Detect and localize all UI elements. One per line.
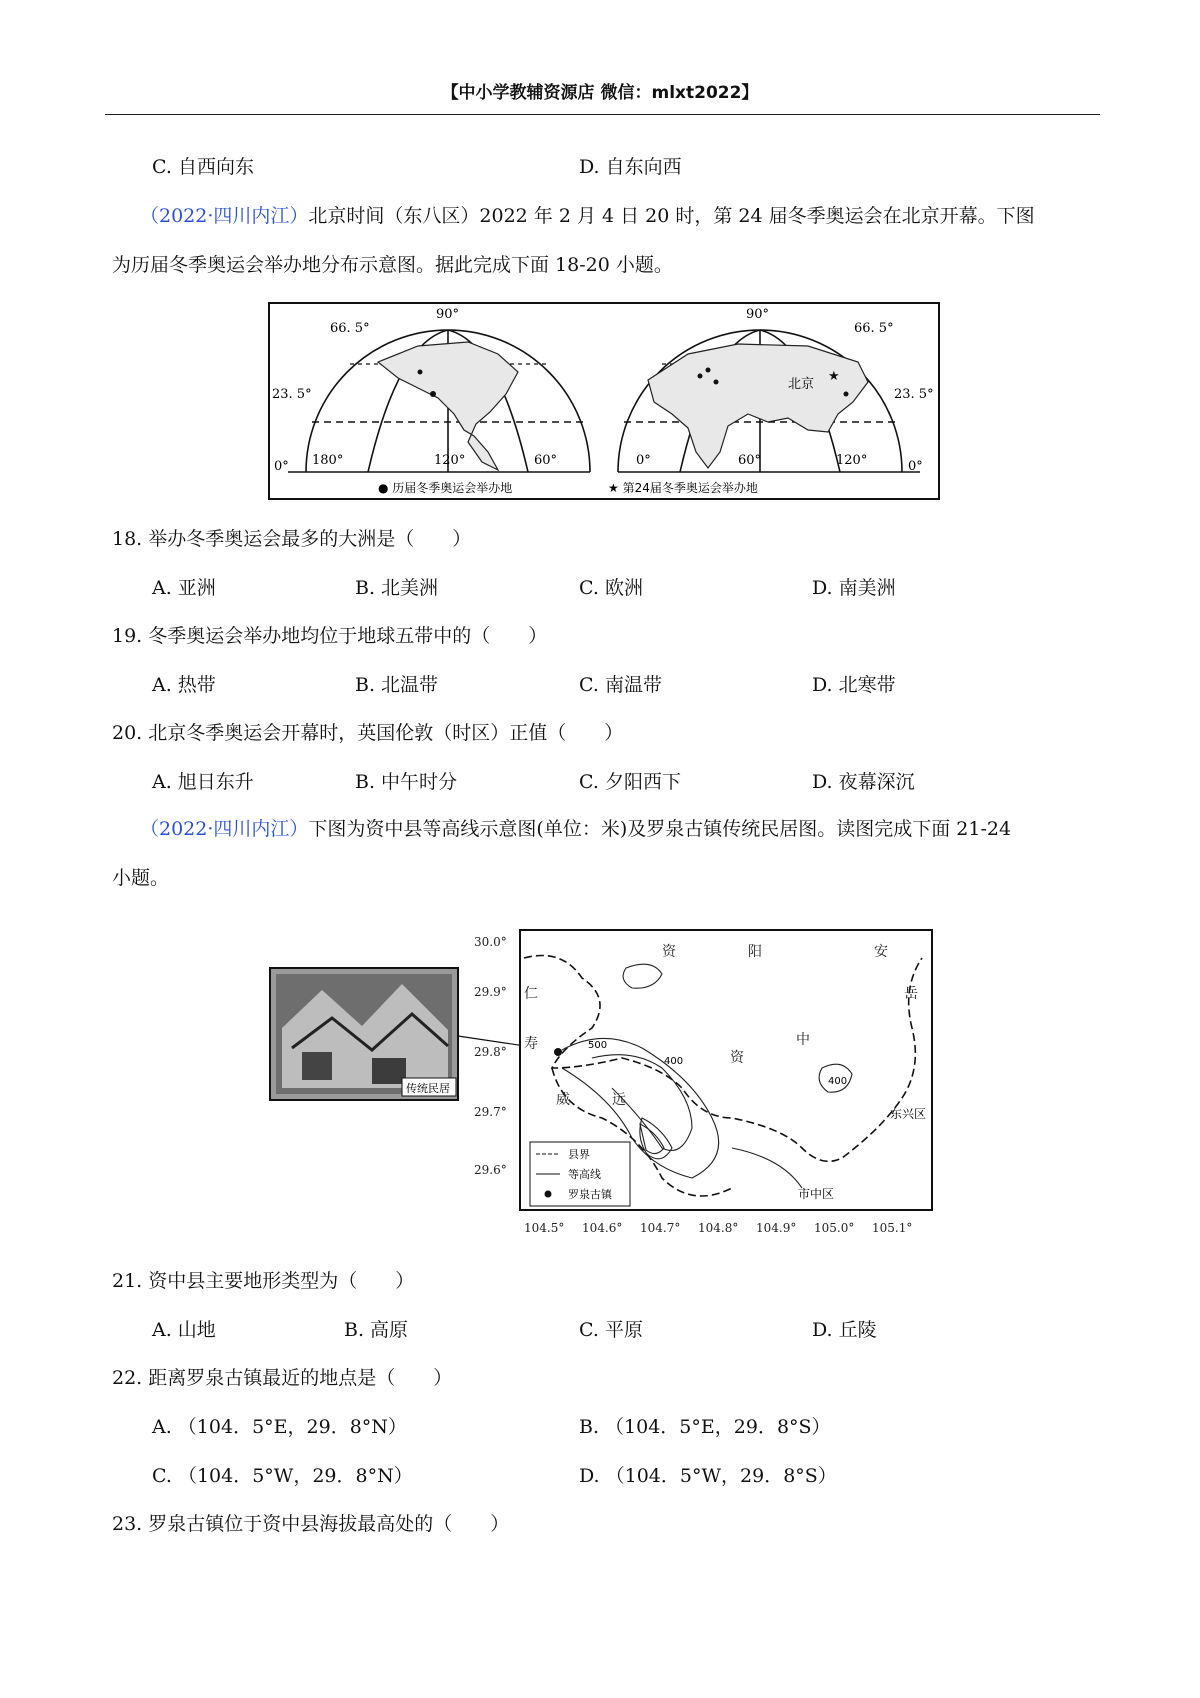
q20-stem: 20. 北京冬季奥运会开幕时，英国伦敦（时区）正值（ ）: [112, 722, 624, 744]
place-wei: 威: [556, 1092, 570, 1108]
map1-lat-90-left: 90°: [436, 307, 460, 322]
lat-30-0: 30.0°: [474, 935, 507, 949]
q22-option-a: A. （104．5°E，29．8°N）: [152, 1416, 407, 1438]
q20-option-c: C. 夕阳西下: [579, 771, 681, 793]
header-rule: [105, 114, 1100, 115]
q18-option-c: C. 欧洲: [579, 577, 643, 599]
lon-104-6: 104.6°: [582, 1221, 623, 1235]
q22-option-c: C. （104．5°W，29．8°N）: [152, 1465, 413, 1487]
q19-option-a: A. 热带: [152, 674, 216, 696]
map1-legend-star: ★ 第24届冬季奥运会举办地: [608, 481, 758, 495]
intro2-line2: 小题。: [112, 867, 170, 889]
map1-lon-60e: 60°: [738, 453, 762, 468]
intro1-source: （2022·四川内江）: [140, 205, 309, 227]
map1-legend-dot: ● 历届冬季奥运会举办地: [378, 481, 513, 495]
place-zi: 资: [662, 944, 676, 960]
q18-option-a: A. 亚洲: [152, 577, 216, 599]
map1-lat-0-right: 0°: [908, 459, 923, 474]
contour-label-400a: 400: [664, 1056, 684, 1067]
map1-lon-180: 180°: [312, 453, 344, 468]
luoquan-town-marker: [554, 1048, 562, 1056]
lon-104-7: 104.7°: [640, 1221, 681, 1235]
q19-stem: 19. 冬季奥运会举办地均位于地球五带中的（ ）: [112, 625, 548, 647]
intro2-text1: 下图为资中县等高线示意图(单位：米)及罗泉古镇传统民居图。读图完成下面 21-24: [308, 818, 1012, 840]
lat-29-9: 29.9°: [474, 985, 507, 999]
map1-lat-66-left: 66. 5°: [330, 321, 370, 336]
lon-105-0: 105.0°: [814, 1221, 855, 1235]
map1-lon-0: 0°: [636, 453, 651, 468]
q19-option-c: C. 南温带: [579, 674, 662, 696]
q20-option-a: A. 旭日东升: [152, 771, 254, 793]
q18-option-b: B. 北美洲: [355, 577, 439, 599]
place-zi2: 资: [730, 1050, 744, 1066]
place-shizhong: 市中区: [798, 1187, 835, 1201]
intro2-line1: [140, 820, 1011, 839]
q22-option-b: B. （104．5°E，29．8°S）: [579, 1416, 831, 1438]
legend-contour: 等高线: [568, 1168, 601, 1181]
map1-lat-66-right: 66. 5°: [854, 321, 894, 336]
lon-105-1: 105.1°: [872, 1221, 913, 1235]
q17-option-c: C. 自西向东: [152, 156, 254, 178]
lon-104-9: 104.9°: [756, 1221, 797, 1235]
map1-lon-120w: 120°: [434, 453, 466, 468]
q21-option-a: A. 山地: [152, 1319, 216, 1341]
q20-option-d: D. 夜幕深沉: [812, 771, 915, 793]
place-dongxing: 东兴区: [890, 1107, 927, 1121]
map1-lat-90-right: 90°: [746, 307, 770, 322]
q18-option-d: D. 南美洲: [812, 577, 896, 599]
map1-lon-60w: 60°: [534, 453, 558, 468]
place-yue: 岳: [904, 986, 918, 1002]
place-zhong: 中: [796, 1032, 810, 1048]
winter-olympics-map: [268, 302, 940, 500]
intro1-text1: 北京时间（东八区）2022 年 2 月 4 日 20 时，第 24 届冬季奥运会在北京开幕。下图: [308, 205, 1035, 227]
q22-stem: 22. 距离罗泉古镇最近的地点是（ ）: [112, 1367, 453, 1389]
map1-lon-120e: 120°: [836, 453, 868, 468]
map1-beijing-label: 北京: [788, 377, 815, 392]
q19-option-d: D. 北寒带: [812, 674, 896, 696]
place-shou: 寿: [524, 1036, 538, 1052]
zizhong-contour-map: [262, 918, 942, 1243]
map1-lat-0-left: 0°: [274, 459, 289, 474]
map1-lat-23-left: 23. 5°: [272, 387, 312, 402]
q20-option-b: B. 中午时分: [355, 771, 458, 793]
q22-option-d: D. （104．5°W，29．8°S）: [579, 1465, 837, 1487]
legend-boundary: 县界: [568, 1148, 590, 1161]
place-ren: 仁: [524, 986, 538, 1002]
place-yang: 阳: [748, 944, 762, 960]
traditional-dwelling-photo: [270, 968, 458, 1100]
q17-option-d: D. 自东向西: [579, 156, 682, 178]
contour-label-500: 500: [588, 1040, 608, 1051]
q21-option-d: D. 丘陵: [812, 1319, 877, 1341]
place-an: 安: [874, 944, 888, 960]
legend-town: 罗泉古镇: [568, 1188, 612, 1201]
q21-option-b: B. 高原: [344, 1319, 409, 1341]
map1-lat-23-right: 23. 5°: [894, 387, 934, 402]
place-yuan: 远: [612, 1092, 626, 1108]
photo-label: 传统民居: [406, 1082, 450, 1095]
page-header: 【中小学教辅资源店 微信：mlxt2022】: [441, 83, 759, 103]
q23-stem: 23. 罗泉古镇位于资中县海拔最高处的（ ）: [112, 1513, 510, 1535]
lon-104-8: 104.8°: [698, 1221, 739, 1235]
svg-text:★: ★: [828, 369, 840, 384]
intro2-source: （2022·四川内江）: [140, 818, 309, 840]
q19-option-b: B. 北温带: [355, 674, 439, 696]
q18-stem: 18. 举办冬季奥运会最多的大洲是（ ）: [112, 528, 472, 550]
lat-29-7: 29.7°: [474, 1105, 507, 1119]
lat-29-6: 29.6°: [474, 1163, 507, 1177]
lat-29-8: 29.8°: [474, 1045, 507, 1059]
lon-104-5: 104.5°: [524, 1221, 565, 1235]
contour-label-400b: 400: [828, 1076, 848, 1087]
intro1-line2: 为历届冬季奥运会举办地分布示意图。据此完成下面 18-20 小题。: [112, 254, 673, 276]
intro1-line1: [140, 207, 1035, 226]
q21-option-c: C. 平原: [579, 1319, 643, 1341]
q21-stem: 21. 资中县主要地形类型为（ ）: [112, 1270, 415, 1292]
